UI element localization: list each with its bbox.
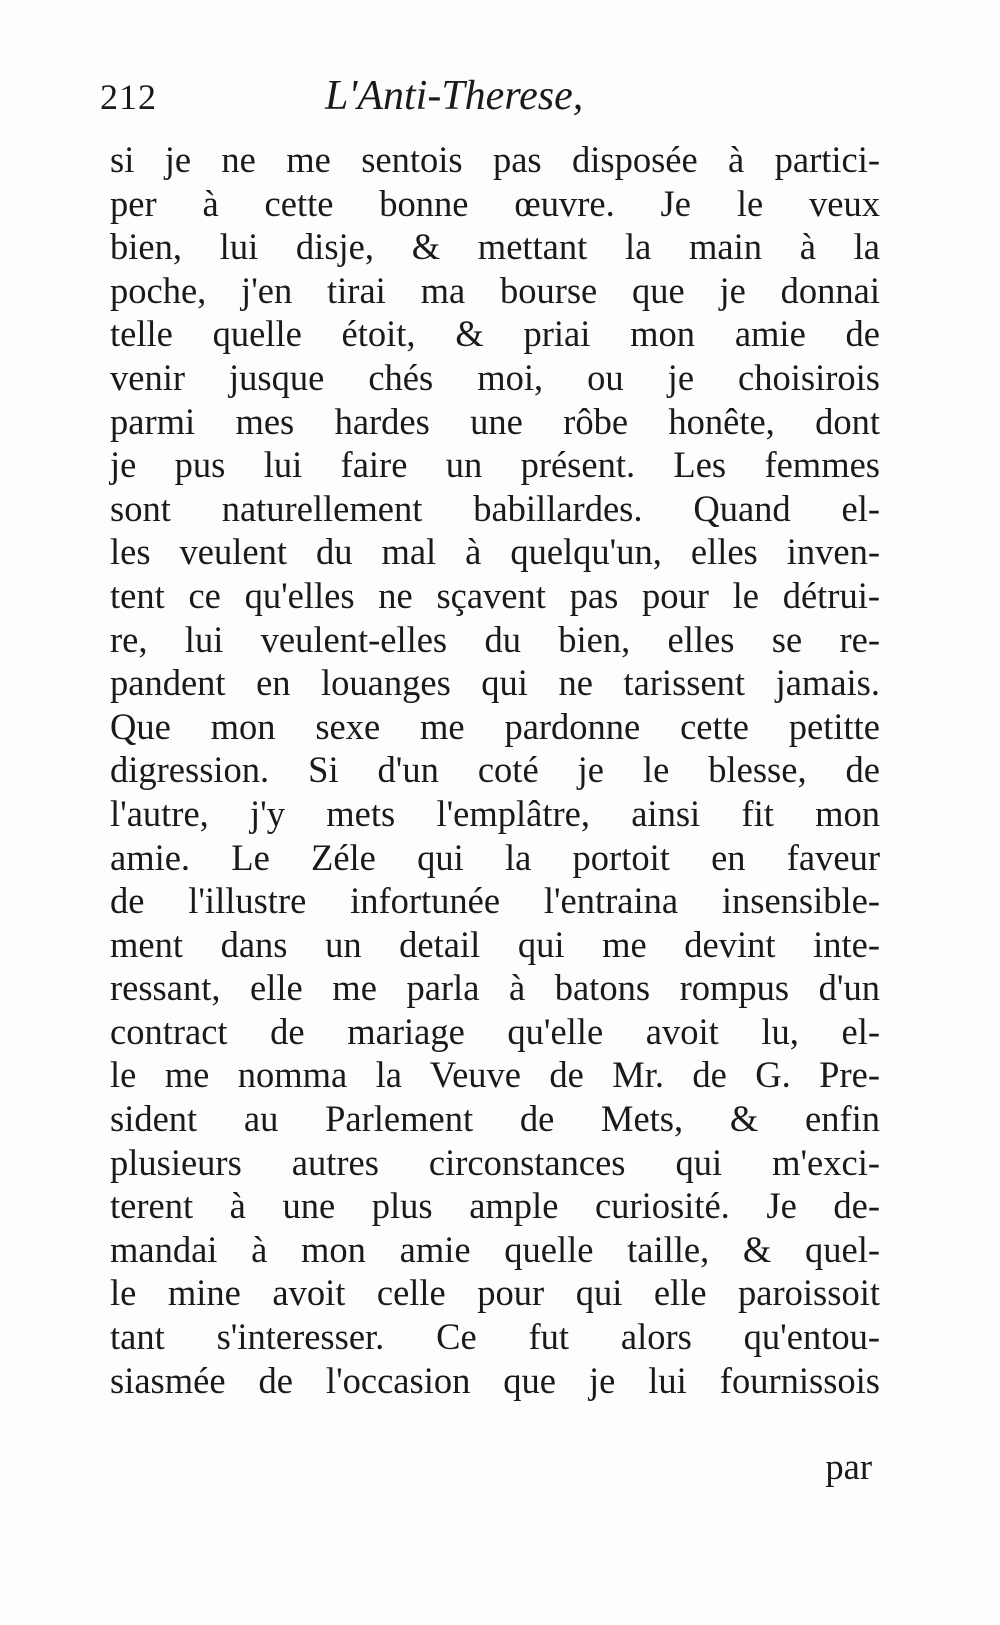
- text-line: je pus lui faire un présent. Les femmes: [110, 444, 880, 486]
- text-line: plusieurs autres circonstances qui m'exci-: [110, 1141, 880, 1183]
- text-line: poche, j'en tirai ma bourse que je donnai: [110, 269, 880, 311]
- text-line: parmi mes hardes une rôbe honête, dont: [110, 400, 880, 442]
- text-line: de l'illustre infortunée l'entraina insensible-: [110, 880, 880, 922]
- text-line: terent à une plus ample curiosité. Je de-: [110, 1185, 880, 1227]
- text-line: digression. Si d'un coté je le blesse, de: [110, 749, 880, 791]
- page-number: 212: [100, 77, 157, 117]
- text-line: mandai à mon amie quelle taille, & quel-: [110, 1228, 880, 1270]
- text-line: pandent en louanges qui ne tarissent jamais.: [110, 662, 880, 704]
- text-line: l'autre, j'y mets l'emplâtre, ainsi fit mon: [110, 792, 880, 834]
- text-line: ressant, elle me parla à batons rompus d'un: [110, 967, 880, 1009]
- page-header: [100, 72, 880, 132]
- text-line: sident au Parlement de Mets, & enfin: [110, 1098, 880, 1140]
- body-text: [110, 138, 880, 1402]
- text-line: per à cette bonne œuvre. Je le veux: [110, 182, 880, 224]
- text-line: ment dans un detail qui me devint inte-: [110, 923, 880, 965]
- text-line: le me nomma la Veuve de Mr. de G. Pre-: [110, 1054, 880, 1096]
- text-line: tent ce qu'elles ne sçavent pas pour le détrui-: [110, 574, 880, 616]
- text-line: contract de mariage qu'elle avoit lu, el-: [110, 1010, 880, 1052]
- text-line: bien, lui disje, & mettant la main à la: [110, 226, 880, 268]
- text-line: re, lui veulent-elles du bien, elles se re-: [110, 618, 880, 660]
- running-title: L'Anti-Therese,: [325, 73, 584, 119]
- text-line: sont naturellement babillardes. Quand el-: [110, 487, 880, 529]
- text-line: les veulent du mal à quelqu'un, elles inven-: [110, 531, 880, 573]
- text-line: si je ne me sentois pas disposée à partici-: [110, 139, 880, 180]
- text-line: Que mon sexe me pardonne cette petitte: [110, 705, 880, 747]
- text-line: siasmée de l'occasion que je lui fournissois: [110, 1359, 880, 1401]
- text-line: le mine avoit celle pour qui elle paroissoit: [110, 1272, 880, 1314]
- catchword: par: [825, 1446, 872, 1487]
- text-line: amie. Le Zéle qui la portoit en faveur: [110, 836, 880, 878]
- text-line: telle quelle étoit, & priai mon amie de: [110, 313, 880, 355]
- text-line: venir jusque chés moi, ou je choisirois: [110, 356, 880, 398]
- text-line: tant s'interesser. Ce fut alors qu'entou-: [110, 1316, 880, 1358]
